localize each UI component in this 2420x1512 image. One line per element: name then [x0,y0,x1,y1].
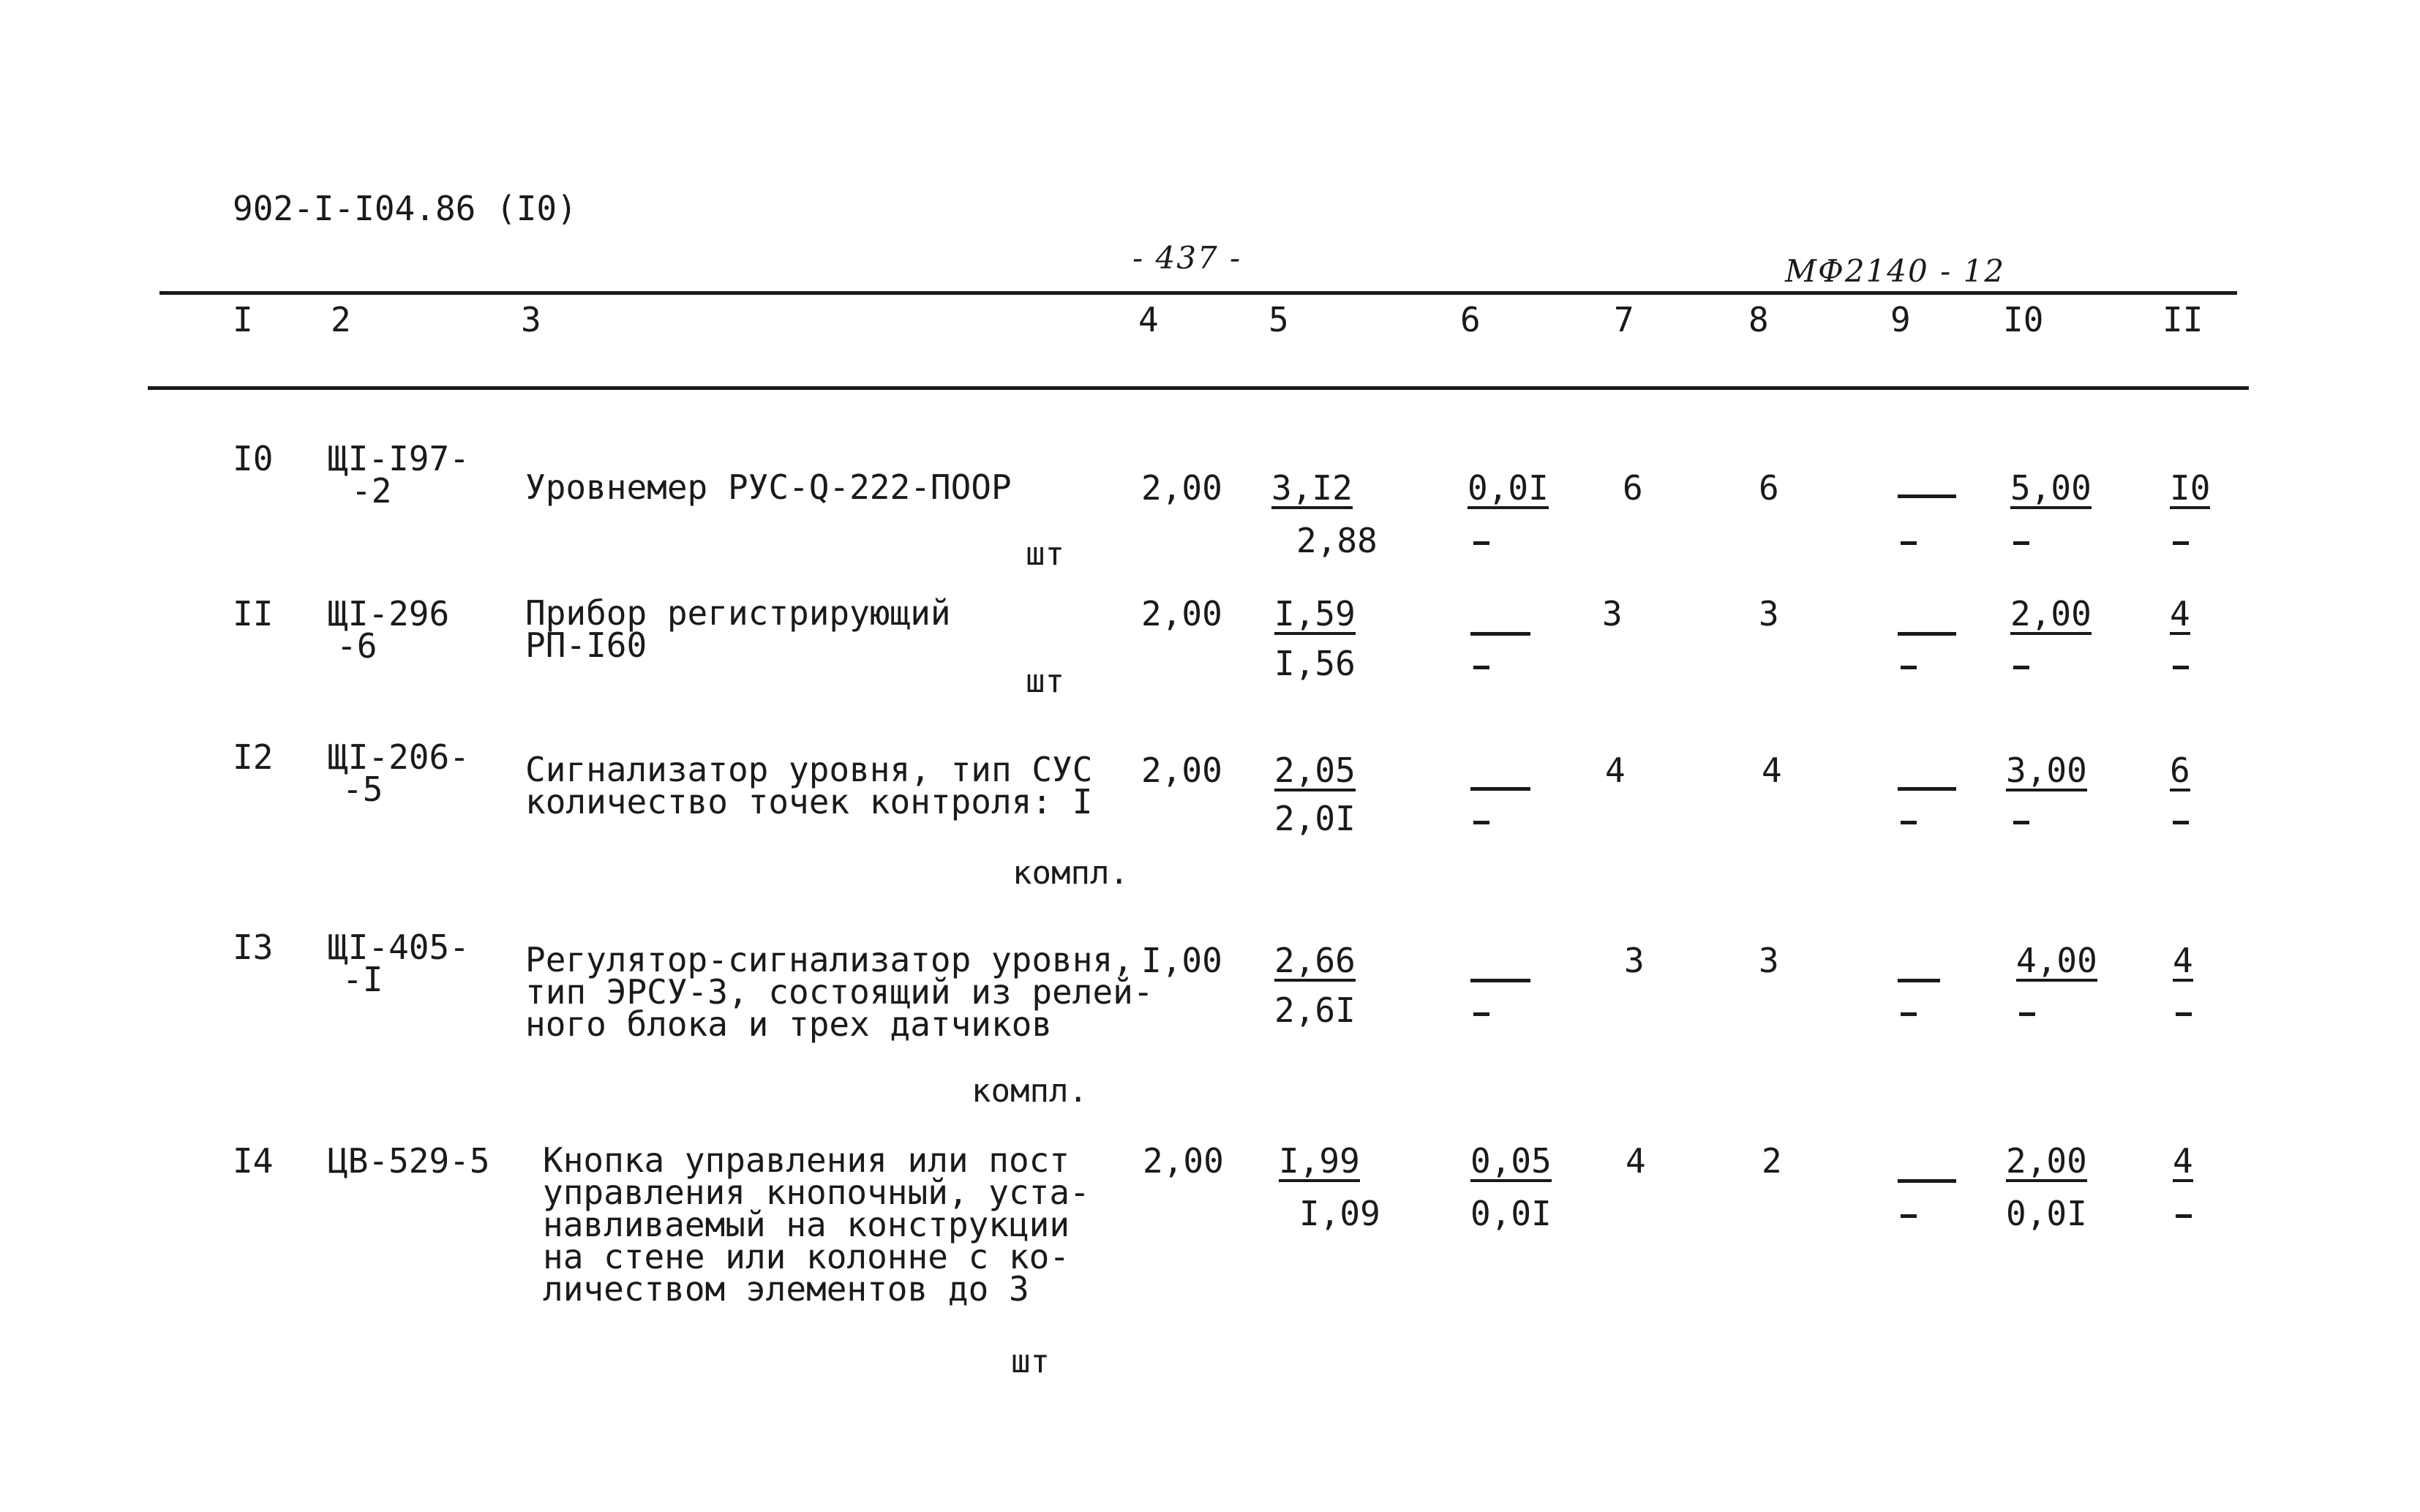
col10-denominator: 0,0I [2006,1194,2087,1233]
col11-numerator: 4 [2173,1141,2193,1181]
column-header-2: 2 [331,300,351,339]
column-header-11: II [2162,300,2203,339]
col7-value: 4 [1626,1141,1646,1181]
column-header-6: 6 [1460,300,1481,339]
unit-label: компл. [1012,854,1129,892]
col4-value: 2,00 [1141,468,1222,508]
col5-numerator: 2,66 [1274,941,1356,980]
row-number: II [233,594,274,633]
col10-dash [2019,1012,2035,1016]
col4-value: 2,00 [1141,594,1222,633]
column-header-3: 3 [521,300,541,339]
col10-dash [2013,821,2029,824]
unit-label: шт [1011,1343,1050,1380]
column-header-1: I [233,300,253,339]
col11-numerator: 4 [2173,941,2193,980]
col5-numerator: I,59 [1274,594,1356,633]
col5-denominator: 2,6I [1274,990,1356,1030]
col9-dash [1898,632,1956,636]
col6-dash [1470,979,1530,982]
col4-value: I,00 [1141,941,1222,980]
col10-dash [2013,541,2029,545]
col7-value: 4 [1605,751,1626,790]
col6-numerator: 0,05 [1470,1141,1552,1181]
col9-dash-lower [1901,821,1917,824]
col5-denominator: 2,88 [1296,521,1378,560]
col11-dash [2176,1214,2192,1218]
col8-value: 6 [1759,468,1779,508]
column-header-9: 9 [1890,300,1911,339]
col9-dash [1898,787,1956,791]
col6-dash [1473,541,1489,545]
unit-label: шт [1026,663,1064,700]
unit-label: компл. [972,1072,1088,1110]
col11-dash [2173,666,2189,669]
col6-dash-lower [1473,1012,1489,1016]
col6-dash-lower [1473,821,1489,824]
column-header-7: 7 [1614,300,1634,339]
item-description: Кнопка управления или пост управления кнопочный, уста- навливаемый на конструкции на стене или колонне с ко- личеством элементов до 3 [543,1140,1090,1309]
column-header-4: 4 [1138,300,1159,339]
table-top-rule [159,291,2237,295]
col6-dash [1470,632,1530,636]
item-code: ЩI-296 [328,594,450,633]
row-number: I3 [233,928,274,967]
col10-numerator: 5,00 [2010,468,2092,508]
item-code: ЩI-206- [328,737,470,777]
item-code: ЩI-I97- [328,439,470,478]
col10-numerator: 3,00 [2006,751,2087,790]
item-code-cont: -2 [351,471,392,511]
col11-dash [2176,1012,2192,1016]
col5-numerator: 2,05 [1274,751,1356,790]
row-number: I0 [233,439,274,478]
item-description: Регулятор-сигнализатор уровня, тип ЭРСУ-3, состоящий из релей- ного блока и трех датчиков [525,940,1154,1044]
col10-numerator: 2,00 [2006,1141,2087,1181]
row-number: I2 [233,737,274,777]
col9-dash-lower [1901,666,1917,669]
col9-dash-lower [1901,1214,1917,1218]
col9-dash [1898,1179,1956,1183]
item-code-cont: -I [342,960,383,999]
col10-numerator: 2,00 [2010,594,2092,633]
item-code: ЦВ-529-5 [328,1141,490,1181]
col10-numerator: 4,00 [2016,941,2097,980]
col5-numerator: I,99 [1279,1141,1360,1181]
item-code: ЩI-405- [328,928,470,967]
col9-dash-lower [1901,541,1917,545]
col5-denominator: I,09 [1299,1194,1380,1233]
col5-denominator: I,56 [1274,644,1356,683]
item-description: Уровнемер РУС-Q-222-ПООР [525,467,1012,507]
col5-numerator: 3,I2 [1271,468,1353,508]
col4-value: 2,00 [1141,751,1222,790]
col7-value: 6 [1623,468,1643,508]
col11-numerator: 4 [2170,594,2190,633]
unit-label: шт [1026,535,1064,573]
col10-dash [2013,666,2029,669]
col6-numerator: 0,0I [1468,468,1549,508]
col4-value: 2,00 [1143,1141,1224,1181]
column-header-10: I0 [2003,300,2044,339]
sheet-code: МФ2140 - 12 [1785,253,2006,289]
page-number: - 437 - [1132,240,1242,276]
col11-numerator: 6 [2170,751,2190,790]
col8-value: 2 [1762,1141,1782,1181]
row-number: I4 [233,1141,274,1181]
col9-dash [1898,494,1956,498]
col6-dash-lower [1473,666,1489,669]
table-header-bottom-rule [148,386,2249,390]
col8-value: 3 [1759,594,1779,633]
document-code: 902-I-I04.86 (I0) [233,189,577,228]
col8-value: 3 [1759,941,1779,980]
col11-dash [2173,541,2189,545]
item-code-cont: -6 [337,626,377,666]
column-header-5: 5 [1269,300,1289,339]
col6-denominator: 0,0I [1470,1194,1552,1233]
col7-value: 3 [1624,941,1645,980]
item-description: Прибор регистрирующий РП-I60 [525,593,951,665]
col9-dash [1898,979,1940,982]
col5-denominator: 2,0I [1274,799,1356,838]
col8-value: 4 [1762,751,1782,790]
item-code-cont: -5 [342,770,383,809]
item-description: Сигнализатор уровня, тип СУС количество точек контроля: I [525,750,1093,821]
col6-dash [1470,787,1530,791]
col11-numerator: I0 [2170,468,2211,508]
col7-value: 3 [1602,594,1623,633]
col11-dash [2173,821,2189,824]
column-header-8: 8 [1748,300,1769,339]
col9-dash-lower [1901,1012,1917,1016]
